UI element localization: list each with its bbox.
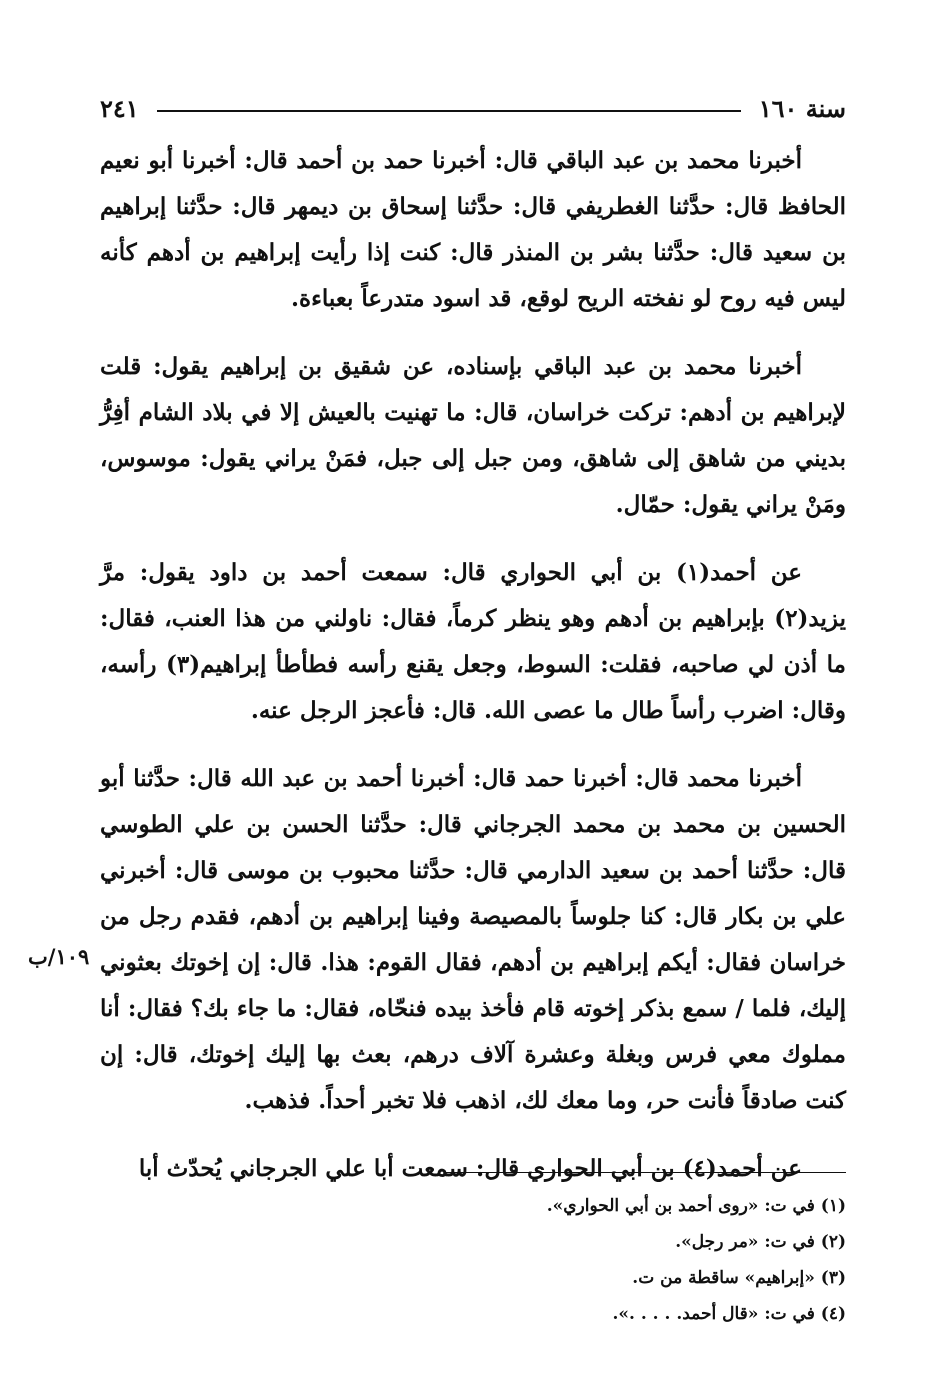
- manuscript-folio-note: ١٠٩/ب: [28, 944, 90, 969]
- page-number: ٢٤١: [100, 93, 139, 123]
- paragraph-5: عن أحمد(٤) بن أبي الحواري قال: سمعت أبا علي الجرجاني يُحدّث أبا: [138, 1155, 802, 1182]
- paragraph-1: أخبرنا محمد بن عبد الباقي قال: أخبرنا حمد بن أحمد قال: أخبرنا أبو نعيم الحافظ قال: حدَّثنا الغطريفي قال: حدَّثنا إسحاق بن ديمهر قال: حدَّثنا إبراهيم بن سعيد قال: حدَّثنا بشر بن المنذر قال: كنت إذا رأيت إبراهيم بن أدهم كأنه ليس فيه روح لو نفخته الريح لوقع، قد اسود متدرعاً بعباءة.: [100, 147, 846, 312]
- section-title: سنة ١٦٠: [758, 93, 846, 123]
- footnote-1: (١) في ت: «روى أحمد بن أبي الحواري».: [546, 1196, 846, 1216]
- footnote-rule: [446, 1172, 846, 1173]
- paragraph-2: أخبرنا محمد بن عبد الباقي بإسناده، عن شقيق بن إبراهيم يقول: قلت لإبراهيم بن أدهم: تركت خراسان، قال: ما تهنيت بالعيش إلا في بلاد الشام أفِرُّ بديني من شاهق إلى شاهق، ومن جبل إلى جبل، فمَنْ يراني يقول: موسوس، ومَنْ يراني يقول: حمّال.: [100, 353, 846, 518]
- header-rule: [157, 110, 741, 112]
- footnote-3: (٣) «إبراهيم» ساقطة من ت.: [632, 1268, 846, 1288]
- footnote-4: (٤) في ت: «قال أحمد. . . . .».: [612, 1304, 846, 1324]
- footnotes: [446, 1192, 846, 1336]
- paragraph-4: أخبرنا محمد قال: أخبرنا حمد قال: أخبرنا أحمد بن عبد الله قال: حدَّثنا أبو الحسين بن محمد بن محمد الجرجاني قال: حدَّثنا الحسن بن علي الطوسي قال: حدَّثنا أحمد بن سعيد الدارمي قال: حدَّثنا محبوب بن موسى قال: أخبرني علي بن بكار قال: كنا جلوساً بالمصيصة وفينا إبراهيم بن أدهم، فقدم رجل من خراسان فقال: أيكم إبراهيم بن أدهم، فقال القوم: هذا. قال: إن إخوتك بعثوني إليك، فلما / سمع بذكر إخوته قام فأخذ بيده فنحّاه، فقال: ما جاء بك؟ فقال: أنا مملوك معي فرس وبغلة وعشرة آلاف درهم، بعث بها إليك إخوتك، قال: إن كنت صادقاً فأنت حر، وما معك لك، اذهب فلا تخبر أحداً. فذهب.: [100, 765, 846, 1114]
- footnote-2: (٢) في ت: «مر رجل».: [675, 1232, 846, 1252]
- running-header: [100, 88, 846, 128]
- paragraph-3: عن أحمد(١) بن أبي الحواري قال: سمعت أحمد بن داود يقول: مرَّ يزيد(٢) بإبراهيم بن أدهم وهو ينظر كرماً، فقال: ناولني من هذا العنب، فقال: ما أذن لي صاحبه، فقلت: السوط، وجعل يقنع رأسه فطأطأ إبراهيم(٣) رأسه، وقال: اضرب رأساً طال ما عصى الله. قال: فأعجز الرجل عنه.: [100, 559, 846, 724]
- main-text: [100, 138, 846, 1214]
